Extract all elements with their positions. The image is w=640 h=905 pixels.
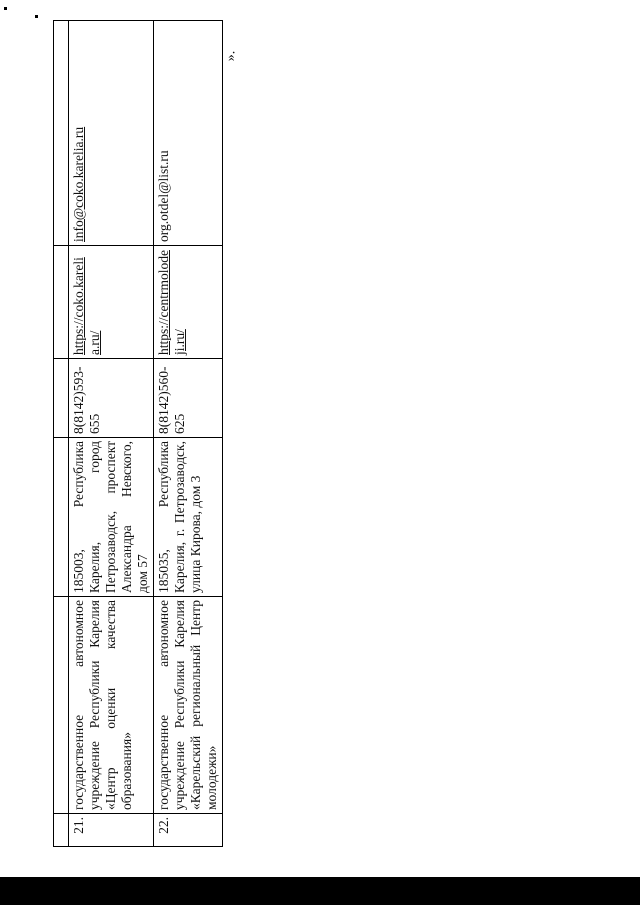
rotated-table-wrapper bbox=[53, 20, 218, 847]
table-top-row bbox=[54, 21, 69, 847]
organization-name: государственное автономное учреждение Республики Карелия «Центр оценки качества образования» bbox=[69, 597, 154, 814]
website-cell bbox=[154, 246, 223, 359]
organization-phone: 8(8142)593-655 bbox=[69, 359, 154, 438]
closing-quote-mark: ». bbox=[223, 50, 239, 62]
row-number: 21. bbox=[69, 814, 154, 847]
table-cell bbox=[54, 597, 69, 814]
table-cell bbox=[54, 438, 69, 597]
organization-address: 185035, Республика Карелия, г. Петрозаводск, улица Кирова, дом 3 bbox=[154, 438, 223, 597]
email-cell bbox=[154, 21, 223, 246]
organization-phone: 8(8142)560-625 bbox=[154, 359, 223, 438]
website-link[interactable]: https://centrmolodeji.ru/ bbox=[156, 250, 187, 355]
table-row bbox=[69, 21, 154, 847]
table-cell bbox=[54, 21, 69, 246]
website-cell bbox=[69, 246, 154, 359]
row-number: 22. bbox=[154, 814, 223, 847]
scan-mark bbox=[35, 15, 38, 18]
organizations-table bbox=[53, 20, 223, 847]
email-link[interactable]: info@coko.karelia.ru bbox=[71, 126, 86, 242]
organization-address: 185003, Республика Карелия, город Петрозаводск, проспект Александра Невского, дом 57 bbox=[69, 438, 154, 597]
table-row bbox=[154, 21, 223, 847]
table-cell bbox=[54, 246, 69, 359]
organization-name: государственное автономное учреждение Республики Карелия «Карельский региональный Центр молодежи» bbox=[154, 597, 223, 814]
website-link[interactable]: https://coko.karelia.ru/ bbox=[71, 257, 102, 355]
table-cell bbox=[54, 359, 69, 438]
email-text: org.otdel@list.ru bbox=[156, 150, 171, 242]
scan-mark bbox=[4, 7, 7, 10]
table-cell bbox=[54, 814, 69, 847]
email-cell bbox=[69, 21, 154, 246]
scan-border bbox=[0, 877, 640, 905]
